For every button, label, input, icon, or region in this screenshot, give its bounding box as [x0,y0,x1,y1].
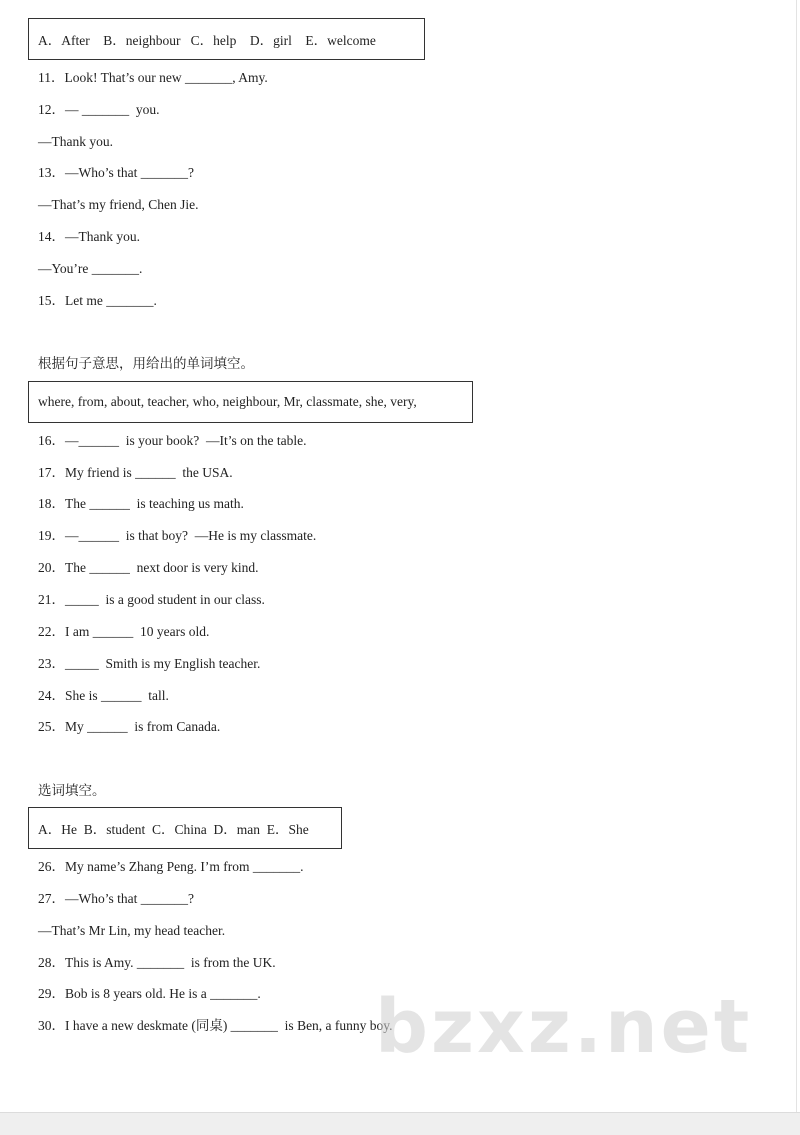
question-30: 30．I have a new deskmate (同桌) _______ is Ben, a funny boy. [38,1018,393,1033]
word-bank-box-3: A．He B．student C．China D．man E．She [28,807,342,849]
word-bank-box-1: A．After B．neighbour C．help D．girl E．welcome [28,18,425,60]
question-26: 26．My name’s Zhang Peng. I’m from _______. [38,859,304,874]
page-bottom-strip [0,1112,800,1135]
question-19: 19．—______ is that boy? —He is my classmate. [38,528,317,543]
question-27-response: —That’s Mr Lin, my head teacher. [38,923,226,938]
question-14-response: —You’re _______. [38,261,143,276]
question-20: 20．The ______ next door is very kind. [38,560,259,575]
question-13: 13．—Who’s that _______? [38,165,194,180]
question-24: 24．She is ______ tall. [38,688,169,703]
question-21: 21．_____ is a good student in our class. [38,592,265,607]
question-13-response: —That’s my friend, Chen Jie. [38,197,199,212]
section-3-heading: 选词填空。 [38,783,106,799]
question-16: 16．—______ is your book? —It’s on the table. [38,433,307,448]
question-12: 12．— _______ you. [38,102,160,117]
question-17: 17．My friend is ______ the USA. [38,465,233,480]
section-2-heading: 根据句子意思，用给出的单词填空。 [38,356,254,372]
question-23: 23．_____ Smith is my English teacher. [38,656,261,671]
question-27: 27．—Who’s that _______? [38,891,194,906]
question-22: 22．I am ______ 10 years old. [38,624,210,639]
question-14: 14．—Thank you. [38,229,140,244]
word-bank-box-2: where, from, about, teacher, who, neighbour, Mr, classmate, she, very, [28,381,473,423]
watermark-logo: bzxz.net [375,984,753,1070]
question-18: 18．The ______ is teaching us math. [38,496,244,511]
question-15: 15．Let me _______. [38,293,157,308]
question-29: 29．Bob is 8 years old. He is a _______. [38,986,261,1001]
question-12-response: —Thank you. [38,134,113,149]
question-25: 25．My ______ is from Canada. [38,719,221,734]
question-28: 28．This is Amy. _______ is from the UK. [38,955,276,970]
question-11: 11．Look! That’s our new _______, Amy. [38,70,268,85]
